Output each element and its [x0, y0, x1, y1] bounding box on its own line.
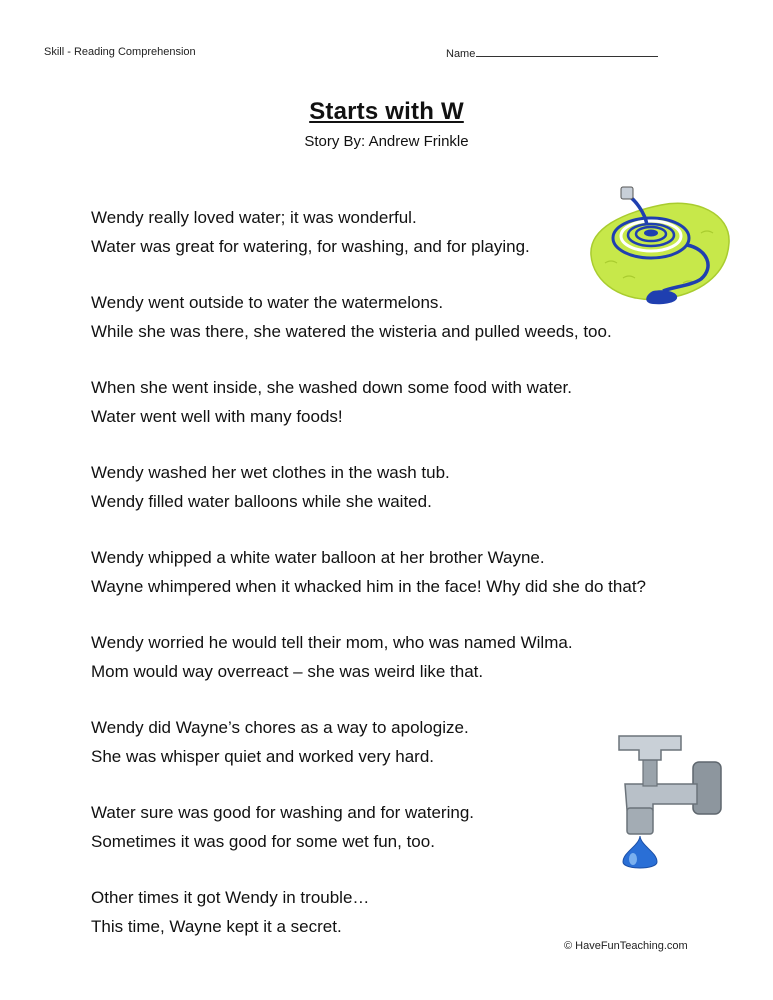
- story-line: She was whisper quiet and worked very hard.: [91, 746, 435, 766]
- story-line: When she went inside, she washed down some food with water.: [91, 378, 572, 397]
- story-paragraph: [91, 374, 731, 431]
- story-line: Mom would way overreact – she was weird like that.: [91, 661, 484, 681]
- story-paragraph: [91, 544, 731, 601]
- story-line: This time, Wayne kept it a secret.: [91, 916, 342, 936]
- story-paragraph: [91, 884, 731, 941]
- name-blank-line[interactable]: [476, 46, 658, 57]
- story-line: Wendy filled water balloons while she waited.: [91, 491, 432, 511]
- story-line: Wendy washed her wet clothes in the wash tub.: [91, 463, 450, 482]
- copyright-footer: © HaveFunTeaching.com: [564, 940, 688, 952]
- story-line: Wendy went outside to water the watermelons.: [91, 293, 444, 312]
- story-line: Wendy whipped a white water balloon at her brother Wayne.: [91, 548, 545, 567]
- name-label: Name: [446, 48, 476, 60]
- garden-hose-icon: [583, 183, 733, 308]
- story-line: While she was there, she watered the wisteria and pulled weeds, too.: [91, 321, 612, 341]
- story-line: Water sure was good for washing and for watering.: [91, 803, 475, 822]
- story-line: Wendy really loved water; it was wonderful.: [91, 208, 417, 227]
- story-byline: Story By: Andrew Frinkle: [304, 133, 469, 150]
- story-line: Wendy did Wayne’s chores as a way to apologize.: [91, 718, 469, 737]
- story-line: Water went well with many foods!: [91, 406, 343, 426]
- story-line: Wayne whimpered when it whacked him in the face! Why did she do that?: [91, 576, 646, 596]
- name-field[interactable]: [446, 46, 658, 60]
- skill-label: Skill - Reading Comprehension: [44, 46, 196, 58]
- story-line: Sometimes it was good for some wet fun, too.: [91, 831, 435, 851]
- story-paragraph: [91, 459, 731, 516]
- story-line: Wendy worried he would tell their mom, who was named Wilma.: [91, 633, 573, 652]
- story-paragraph: [91, 629, 731, 686]
- story-title: Starts with W: [309, 98, 464, 125]
- water-faucet-icon: [605, 720, 730, 870]
- story-line: Other times it got Wendy in trouble…: [91, 888, 370, 907]
- story-line: Water was great for watering, for washing, and for playing.: [91, 236, 530, 256]
